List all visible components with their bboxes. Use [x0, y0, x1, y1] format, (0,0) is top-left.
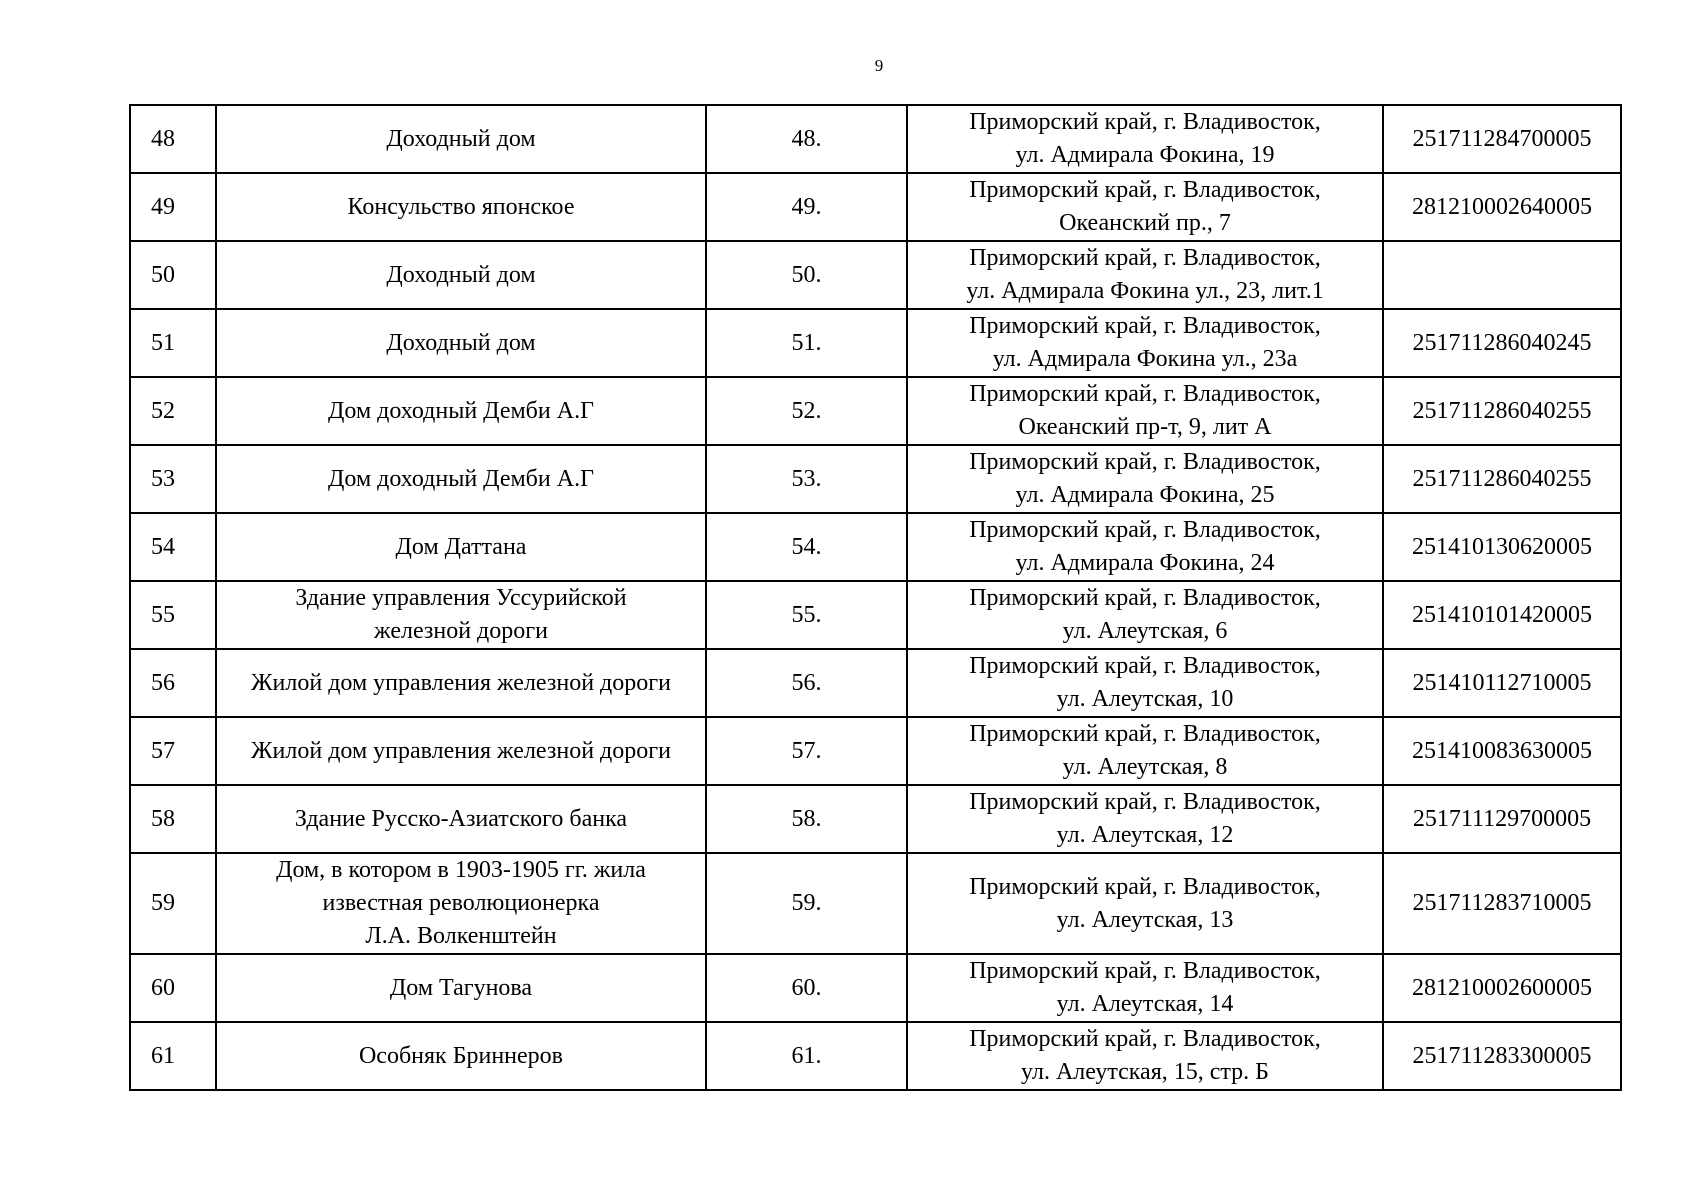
- registry-number-cell: 251711286040245: [1383, 309, 1621, 377]
- heritage-objects-table: [129, 104, 1622, 1091]
- registry-number-cell: [1383, 241, 1621, 309]
- table-row: [130, 853, 1621, 954]
- table-body: [130, 105, 1621, 1090]
- page-number: 9: [874, 56, 884, 75]
- address-cell: [907, 581, 1383, 649]
- list-index-cell: 48.: [706, 105, 907, 173]
- row-number-cell: 59: [130, 853, 216, 954]
- object-name-line: Доходный дом: [386, 125, 536, 152]
- row-number-cell: 51: [130, 309, 216, 377]
- address-line: Приморский край, г. Владивосток,: [969, 313, 1321, 339]
- address-line: ул. Адмирала Фокина, 19: [1015, 142, 1275, 168]
- address-cell: [907, 853, 1383, 954]
- table-row: [130, 309, 1621, 377]
- object-name-line: Здание управления Уссурийской: [295, 585, 627, 611]
- row-number-cell: 48: [130, 105, 216, 173]
- registry-number-cell: 251711283300005: [1383, 1022, 1621, 1090]
- registry-number-cell: 251410112710005: [1383, 649, 1621, 717]
- list-index-cell: 53.: [706, 445, 907, 513]
- row-number-cell: 60: [130, 954, 216, 1022]
- address-line: ул. Алеутская, 6: [1062, 618, 1228, 644]
- address-cell: [907, 1022, 1383, 1090]
- list-index-cell: 52.: [706, 377, 907, 445]
- object-name-line: Жилой дом управления железной дороги: [251, 737, 671, 764]
- address-cell: [907, 954, 1383, 1022]
- list-index-cell: 54.: [706, 513, 907, 581]
- object-name-line: Здание Русско-Азиатского банка: [294, 805, 628, 832]
- registry-number-cell: 281210002600005: [1383, 954, 1621, 1022]
- object-name-cell: [216, 717, 706, 785]
- object-name-line: Доходный дом: [386, 261, 536, 288]
- address-cell: [907, 241, 1383, 309]
- table-row: [130, 445, 1621, 513]
- list-index-cell: 57.: [706, 717, 907, 785]
- table-row: [130, 649, 1621, 717]
- address-cell: [907, 717, 1383, 785]
- table-row: [130, 954, 1621, 1022]
- row-number-cell: 52: [130, 377, 216, 445]
- address-cell: [907, 513, 1383, 581]
- object-name-cell: [216, 649, 706, 717]
- address-line: ул. Адмирала Фокина ул., 23а: [992, 346, 1298, 372]
- object-name-cell: [216, 377, 706, 445]
- object-name-cell: [216, 785, 706, 853]
- object-name-cell: [216, 309, 706, 377]
- object-name-line: Дом доходный Демби А.Г: [328, 465, 594, 492]
- table-row: [130, 717, 1621, 785]
- table-row: [130, 173, 1621, 241]
- address-cell: [907, 649, 1383, 717]
- address-cell: [907, 785, 1383, 853]
- address-cell: [907, 377, 1383, 445]
- registry-number-cell: 251711286040255: [1383, 377, 1621, 445]
- object-name-line: Дом, в котором в 1903-1905 гг. жила: [276, 857, 646, 883]
- address-line: Приморский край, г. Владивосток,: [969, 721, 1321, 747]
- table-row: [130, 241, 1621, 309]
- object-name-line: Дом Даттана: [395, 533, 527, 560]
- address-line: Приморский край, г. Владивосток,: [969, 1026, 1321, 1052]
- table-row: [130, 785, 1621, 853]
- address-line: ул. Алеутская, 12: [1056, 822, 1234, 848]
- address-line: ул. Адмирала Фокина ул., 23, лит.1: [966, 278, 1324, 304]
- registry-number-cell: 281210002640005: [1383, 173, 1621, 241]
- registry-number-cell: 251711284700005: [1383, 105, 1621, 173]
- object-name-cell: [216, 853, 706, 954]
- row-number-cell: 49: [130, 173, 216, 241]
- row-number-cell: 61: [130, 1022, 216, 1090]
- table-row: [130, 105, 1621, 173]
- object-name-cell: [216, 105, 706, 173]
- list-index-cell: 61.: [706, 1022, 907, 1090]
- object-name-line: Л.А. Волкенштейн: [365, 923, 557, 949]
- row-number-cell: 55: [130, 581, 216, 649]
- row-number-cell: 50: [130, 241, 216, 309]
- address-line: ул. Адмирала Фокина, 25: [1015, 482, 1275, 508]
- address-line: Приморский край, г. Владивосток,: [969, 517, 1321, 543]
- address-cell: [907, 105, 1383, 173]
- object-name-cell: [216, 1022, 706, 1090]
- object-name-cell: [216, 445, 706, 513]
- table-row: [130, 581, 1621, 649]
- row-number-cell: 58: [130, 785, 216, 853]
- list-index-cell: 50.: [706, 241, 907, 309]
- object-name-cell: [216, 513, 706, 581]
- registry-number-cell: 251410101420005: [1383, 581, 1621, 649]
- row-number-cell: 57: [130, 717, 216, 785]
- list-index-cell: 59.: [706, 853, 907, 954]
- address-line: Приморский край, г. Владивосток,: [969, 585, 1321, 611]
- list-index-cell: 49.: [706, 173, 907, 241]
- address-line: Приморский край, г. Владивосток,: [969, 873, 1321, 900]
- address-line: ул. Алеутская, 13: [1056, 906, 1234, 933]
- registry-number-cell: 251711286040255: [1383, 445, 1621, 513]
- address-line: Приморский край, г. Владивосток,: [969, 109, 1321, 135]
- table-row: [130, 1022, 1621, 1090]
- address-cell: [907, 445, 1383, 513]
- object-name-line: железной дороги: [374, 618, 548, 644]
- row-number-cell: 56: [130, 649, 216, 717]
- list-index-cell: 60.: [706, 954, 907, 1022]
- address-line: ул. Алеутская, 10: [1056, 686, 1234, 712]
- address-cell: [907, 309, 1383, 377]
- list-index-cell: 55.: [706, 581, 907, 649]
- address-line: Приморский край, г. Владивосток,: [969, 789, 1321, 815]
- row-number-cell: 53: [130, 445, 216, 513]
- object-name-line: Дом Тагунова: [389, 974, 533, 1001]
- row-number-cell: 54: [130, 513, 216, 581]
- address-line: Приморский край, г. Владивосток,: [969, 381, 1321, 407]
- list-index-cell: 51.: [706, 309, 907, 377]
- address-line: Океанский пр-т, 9, лит А: [1018, 414, 1272, 440]
- registry-number-cell: 251711129700005: [1383, 785, 1621, 853]
- address-line: Приморский край, г. Владивосток,: [969, 958, 1321, 984]
- object-name-line: Дом доходный Демби А.Г: [328, 397, 594, 424]
- table-row: [130, 377, 1621, 445]
- object-name-cell: [216, 173, 706, 241]
- registry-number-cell: 251410130620005: [1383, 513, 1621, 581]
- object-name-line: Особняк Бриннеров: [358, 1042, 564, 1069]
- object-name-cell: [216, 241, 706, 309]
- address-line: Океанский пр., 7: [1059, 210, 1231, 236]
- registry-number-cell: 251711283710005: [1383, 853, 1621, 954]
- address-line: Приморский край, г. Владивосток,: [969, 245, 1321, 271]
- list-index-cell: 58.: [706, 785, 907, 853]
- address-line: ул. Алеутская, 15, стр. Б: [1021, 1059, 1269, 1085]
- address-cell: [907, 173, 1383, 241]
- address-line: Приморский край, г. Владивосток,: [969, 653, 1321, 679]
- object-name-cell: [216, 954, 706, 1022]
- registry-number-cell: 251410083630005: [1383, 717, 1621, 785]
- list-index-cell: 56.: [706, 649, 907, 717]
- object-name-line: Доходный дом: [386, 329, 536, 356]
- object-name-cell: [216, 581, 706, 649]
- address-line: Приморский край, г. Владивосток,: [969, 449, 1321, 475]
- object-name-line: Жилой дом управления железной дороги: [251, 669, 671, 696]
- address-line: ул. Адмирала Фокина, 24: [1015, 550, 1275, 576]
- object-name-line: известная революционерка: [322, 890, 600, 916]
- address-line: ул. Алеутская, 14: [1056, 991, 1234, 1017]
- object-name-line: Консульство японское: [347, 193, 575, 220]
- address-line: Приморский край, г. Владивосток,: [969, 177, 1321, 203]
- table-row: [130, 513, 1621, 581]
- address-line: ул. Алеутская, 8: [1062, 754, 1228, 780]
